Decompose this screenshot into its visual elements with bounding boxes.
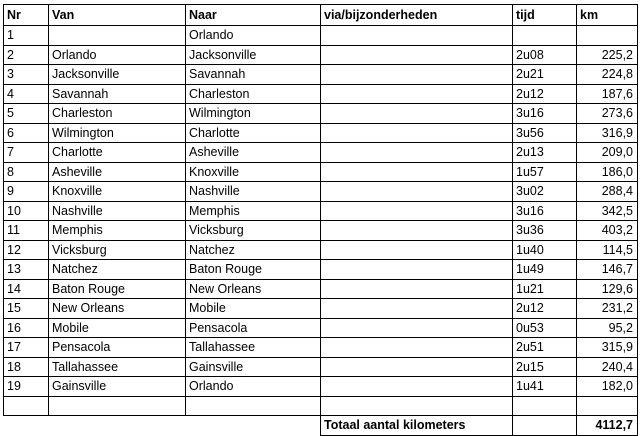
- cell-naar[interactable]: Jacksonville: [186, 45, 321, 65]
- cell-van[interactable]: Asheville: [49, 162, 186, 182]
- table-row: [4, 45, 638, 65]
- cell-via[interactable]: [321, 318, 513, 338]
- cell-tijd[interactable]: 2u21: [513, 65, 577, 85]
- cell-via[interactable]: [321, 26, 513, 46]
- table-row: [4, 377, 638, 397]
- cell-via[interactable]: [321, 338, 513, 358]
- cell-naar[interactable]: Wilmington: [186, 104, 321, 124]
- cell-via[interactable]: [321, 377, 513, 397]
- total-km[interactable]: 4112,7: [577, 416, 638, 436]
- cell-naar[interactable]: Knoxville: [186, 162, 321, 182]
- table-row: [4, 357, 638, 377]
- cell-km[interactable]: 403,2: [577, 221, 638, 241]
- cell-naar[interactable]: Memphis: [186, 201, 321, 221]
- cell-van[interactable]: Mobile: [49, 318, 186, 338]
- cell-van[interactable]: Pensacola: [49, 338, 186, 358]
- cell-via[interactable]: [321, 65, 513, 85]
- cell-tijd[interactable]: 2u12: [513, 84, 577, 104]
- cell-van[interactable]: Natchez: [49, 260, 186, 280]
- cell-km[interactable]: [577, 396, 638, 416]
- cell-km[interactable]: 273,6: [577, 104, 638, 124]
- cell-via[interactable]: [321, 162, 513, 182]
- cell-km[interactable]: 231,2: [577, 299, 638, 319]
- cell-tijd[interactable]: 3u16: [513, 104, 577, 124]
- cell-nr[interactable]: 1: [4, 26, 49, 46]
- cell-tijd[interactable]: 1u40: [513, 240, 577, 260]
- route-table: [3, 4, 638, 436]
- cell-via[interactable]: [321, 182, 513, 202]
- cell-km[interactable]: 288,4: [577, 182, 638, 202]
- cell-nr[interactable]: 15: [4, 299, 49, 319]
- header-via[interactable]: via/bijzonderheden: [321, 5, 513, 26]
- cell-tijd[interactable]: 0u53: [513, 318, 577, 338]
- cell-nr[interactable]: 4: [4, 84, 49, 104]
- cell-via[interactable]: [321, 299, 513, 319]
- cell-km[interactable]: 182,0: [577, 377, 638, 397]
- table-row: [4, 182, 638, 202]
- cell-via[interactable]: [321, 221, 513, 241]
- cell-van[interactable]: Nashville: [49, 201, 186, 221]
- cell-km[interactable]: 146,7: [577, 260, 638, 280]
- cell-nr[interactable]: 2: [4, 45, 49, 65]
- cell-km[interactable]: 129,6: [577, 279, 638, 299]
- cell-nr[interactable]: 17: [4, 338, 49, 358]
- table-row: [4, 338, 638, 358]
- cell-van[interactable]: Vicksburg: [49, 240, 186, 260]
- cell-van[interactable]: Baton Rouge: [49, 279, 186, 299]
- header-van[interactable]: Van: [49, 5, 186, 26]
- total-tijd-cell[interactable]: [513, 416, 577, 436]
- table-row: [4, 123, 638, 143]
- cell-van[interactable]: Jacksonville: [49, 65, 186, 85]
- cell-naar[interactable]: Charleston: [186, 84, 321, 104]
- table-row: [4, 240, 638, 260]
- cell-tijd[interactable]: 1u49: [513, 260, 577, 280]
- cell-nr[interactable]: 13: [4, 260, 49, 280]
- cell-km[interactable]: 186,0: [577, 162, 638, 182]
- cell-naar[interactable]: Vicksburg: [186, 221, 321, 241]
- cell-van[interactable]: Savannah: [49, 84, 186, 104]
- cell-nr[interactable]: 9: [4, 182, 49, 202]
- cell-van[interactable]: [49, 26, 186, 46]
- cell-km[interactable]: [577, 26, 638, 46]
- cell-tijd[interactable]: [513, 26, 577, 46]
- cell-via[interactable]: [321, 201, 513, 221]
- cell-km[interactable]: 342,5: [577, 201, 638, 221]
- header-row: [4, 5, 638, 26]
- cell-van[interactable]: Charlotte: [49, 143, 186, 163]
- table-row: [4, 26, 638, 46]
- cell-nr[interactable]: 3: [4, 65, 49, 85]
- header-km[interactable]: km: [577, 5, 638, 26]
- cell-nr[interactable]: 7: [4, 143, 49, 163]
- cell-naar[interactable]: Asheville: [186, 143, 321, 163]
- cell-via[interactable]: [321, 143, 513, 163]
- total-row-spacer: [186, 416, 321, 436]
- cell-km[interactable]: 114,5: [577, 240, 638, 260]
- cell-km[interactable]: 315,9: [577, 338, 638, 358]
- cell-tijd[interactable]: 2u08: [513, 45, 577, 65]
- cell-van[interactable]: New Orleans: [49, 299, 186, 319]
- table-row: [4, 65, 638, 85]
- cell-tijd[interactable]: 2u51: [513, 338, 577, 358]
- cell-km[interactable]: 224,8: [577, 65, 638, 85]
- table-row: [4, 104, 638, 124]
- table-row: [4, 396, 638, 416]
- total-row-spacer: [49, 416, 186, 436]
- cell-nr[interactable]: 11: [4, 221, 49, 241]
- cell-nr[interactable]: 18: [4, 357, 49, 377]
- cell-naar[interactable]: Gainsville: [186, 357, 321, 377]
- table-row: [4, 84, 638, 104]
- cell-naar[interactable]: Baton Rouge: [186, 260, 321, 280]
- table-row: [4, 260, 638, 280]
- cell-km[interactable]: 316,9: [577, 123, 638, 143]
- cell-naar[interactable]: Natchez: [186, 240, 321, 260]
- cell-naar[interactable]: Charlotte: [186, 123, 321, 143]
- cell-naar[interactable]: New Orleans: [186, 279, 321, 299]
- cell-van[interactable]: Knoxville: [49, 182, 186, 202]
- cell-naar[interactable]: Orlando: [186, 26, 321, 46]
- cell-van[interactable]: Gainsville: [49, 377, 186, 397]
- cell-nr[interactable]: 14: [4, 279, 49, 299]
- header-nr[interactable]: Nr: [4, 5, 49, 26]
- cell-van[interactable]: Charleston: [49, 104, 186, 124]
- cell-van[interactable]: Tallahassee: [49, 357, 186, 377]
- total-row: [4, 416, 638, 436]
- cell-van[interactable]: Orlando: [49, 45, 186, 65]
- table-row: [4, 318, 638, 338]
- cell-nr[interactable]: 12: [4, 240, 49, 260]
- cell-via[interactable]: [321, 396, 513, 416]
- cell-tijd[interactable]: 1u57: [513, 162, 577, 182]
- cell-tijd[interactable]: 1u41: [513, 377, 577, 397]
- table-row: [4, 221, 638, 241]
- cell-naar[interactable]: Pensacola: [186, 318, 321, 338]
- table-row: [4, 201, 638, 221]
- cell-van[interactable]: Memphis: [49, 221, 186, 241]
- cell-nr[interactable]: 16: [4, 318, 49, 338]
- cell-via[interactable]: [321, 45, 513, 65]
- table-row: [4, 299, 638, 319]
- cell-km[interactable]: 225,2: [577, 45, 638, 65]
- cell-naar[interactable]: Nashville: [186, 182, 321, 202]
- cell-tijd[interactable]: [513, 396, 577, 416]
- total-row-spacer: [4, 416, 49, 436]
- cell-via[interactable]: [321, 240, 513, 260]
- table-row: [4, 162, 638, 182]
- cell-via[interactable]: [321, 260, 513, 280]
- cell-naar[interactable]: [186, 396, 321, 416]
- cell-tijd[interactable]: 3u16: [513, 201, 577, 221]
- cell-km[interactable]: 240,4: [577, 357, 638, 377]
- header-naar[interactable]: Naar: [186, 5, 321, 26]
- cell-nr[interactable]: 19: [4, 377, 49, 397]
- table-row: [4, 143, 638, 163]
- cell-nr[interactable]: 5: [4, 104, 49, 124]
- header-tijd[interactable]: tijd: [513, 5, 577, 26]
- cell-tijd[interactable]: 2u15: [513, 357, 577, 377]
- cell-van[interactable]: Wilmington: [49, 123, 186, 143]
- cell-naar[interactable]: Savannah: [186, 65, 321, 85]
- cell-naar[interactable]: Orlando: [186, 377, 321, 397]
- cell-km[interactable]: 209,0: [577, 143, 638, 163]
- total-label[interactable]: Totaal aantal kilometers: [321, 416, 513, 436]
- cell-tijd[interactable]: 3u36: [513, 221, 577, 241]
- cell-tijd[interactable]: 1u21: [513, 279, 577, 299]
- cell-tijd[interactable]: 3u02: [513, 182, 577, 202]
- cell-tijd[interactable]: 3u56: [513, 123, 577, 143]
- cell-nr[interactable]: 10: [4, 201, 49, 221]
- cell-naar[interactable]: Tallahassee: [186, 338, 321, 358]
- cell-naar[interactable]: Mobile: [186, 299, 321, 319]
- cell-via[interactable]: [321, 104, 513, 124]
- cell-km[interactable]: 95,2: [577, 318, 638, 338]
- cell-via[interactable]: [321, 123, 513, 143]
- cell-van[interactable]: [49, 396, 186, 416]
- cell-tijd[interactable]: 2u12: [513, 299, 577, 319]
- cell-tijd[interactable]: 2u13: [513, 143, 577, 163]
- cell-via[interactable]: [321, 84, 513, 104]
- cell-km[interactable]: 187,6: [577, 84, 638, 104]
- cell-nr[interactable]: 6: [4, 123, 49, 143]
- cell-via[interactable]: [321, 357, 513, 377]
- cell-nr[interactable]: 8: [4, 162, 49, 182]
- cell-via[interactable]: [321, 279, 513, 299]
- route-table-body: [4, 5, 638, 436]
- table-row: [4, 279, 638, 299]
- cell-nr[interactable]: [4, 396, 49, 416]
